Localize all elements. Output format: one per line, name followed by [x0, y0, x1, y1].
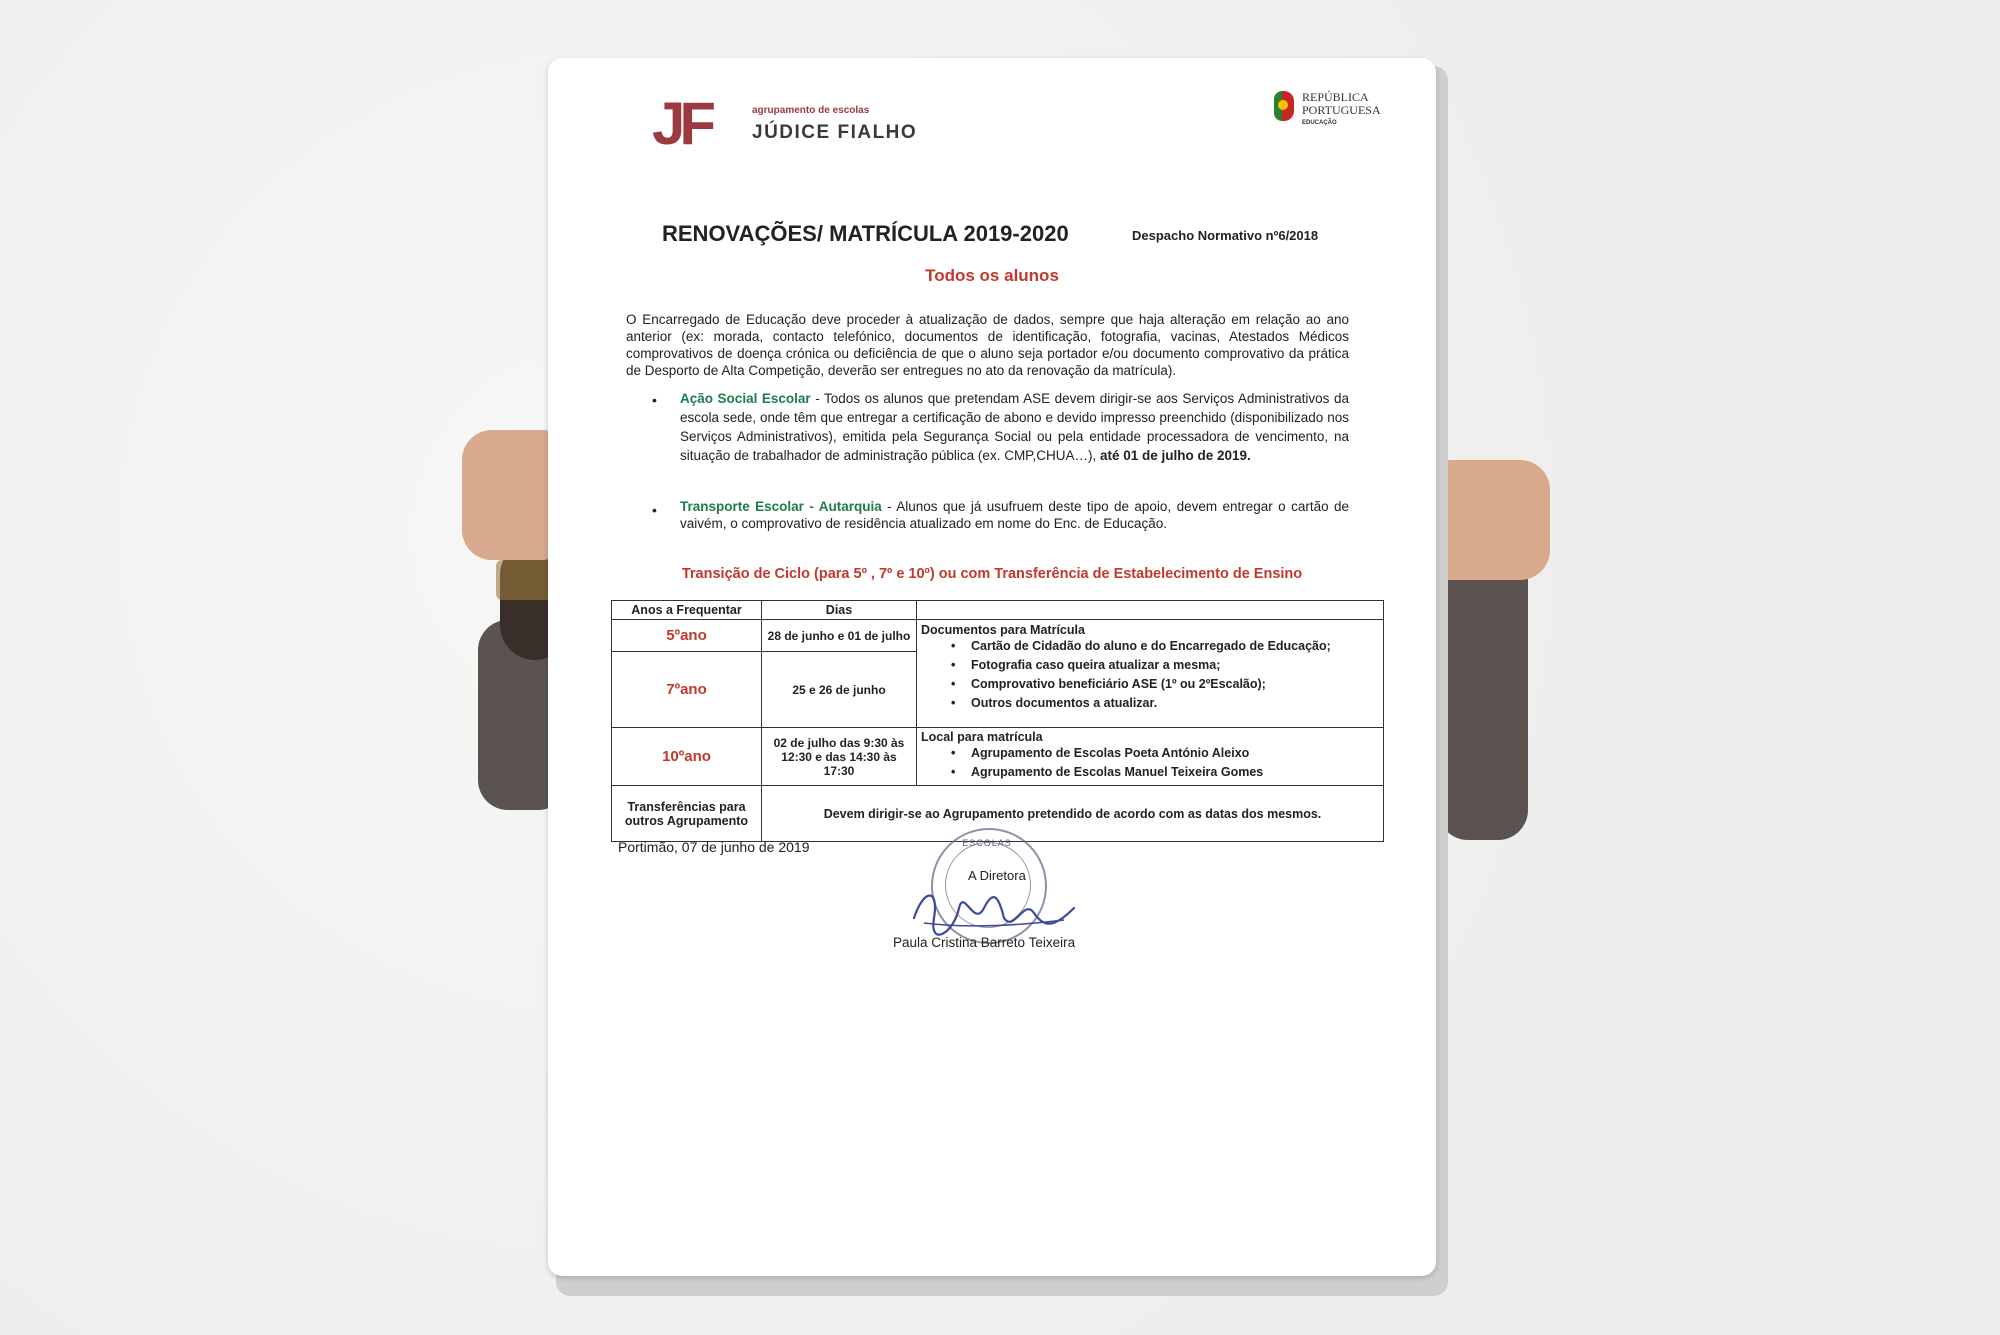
bullet-ase-label: Ação Social Escolar — [680, 391, 811, 406]
year-cell: 5ºano — [612, 620, 762, 652]
republic-emblem-icon — [1274, 91, 1294, 121]
director-role: A Diretora — [968, 868, 1026, 883]
bullet-ase — [680, 389, 1349, 465]
days-cell: 25 e 26 de junho — [762, 652, 917, 728]
section-title-all-students: Todos os alunos — [925, 266, 1059, 285]
docs-list — [921, 637, 1379, 713]
bullet-dot: • — [652, 502, 657, 518]
school-logo-subtitle: agrupamento de escolas — [752, 105, 870, 116]
signature-icon — [904, 878, 1084, 938]
transfer-label-cell: Transferências para outros Agrupamento — [612, 786, 762, 842]
docs-cell — [917, 620, 1384, 728]
table-row — [612, 620, 1384, 652]
year-cell: 10ºano — [612, 728, 762, 786]
local-cell — [917, 728, 1384, 786]
local-title: Local para matrícula — [921, 730, 1043, 744]
docs-title: Documentos para Matrícula — [921, 623, 1085, 637]
list-item: • Agrupamento de Escolas Manuel Teixeira Gomes — [931, 763, 1379, 782]
republic-logo-text: REPÚBLICA PORTUGUESA — [1302, 90, 1381, 117]
left-bracelet — [496, 560, 556, 600]
despacho-ref: Despacho Normativo nº6/2018 — [1132, 228, 1319, 243]
school-logo: JF — [652, 90, 711, 157]
bullet-transport-label: Transporte Escolar - Autarquia — [680, 499, 882, 514]
bullet-ase-deadline: até 01 de julho de 2019. — [1099, 448, 1251, 463]
year-cell: 7ºano — [612, 652, 762, 728]
list-item: • Fotografia caso queira atualizar a mesma; — [931, 656, 1379, 675]
page-title: RENOVAÇÕES/ MATRÍCULA 2019-2020 — [662, 221, 1069, 246]
bullet-transport — [680, 498, 1349, 532]
list-item: • Agrupamento de Escolas Poeta António Aleixo — [931, 744, 1379, 763]
school-seal-text: ESCOLAS — [962, 838, 1012, 848]
director-name: Paula Cristina Barreto Teixeira — [893, 935, 1076, 950]
table-header-blank — [917, 601, 1384, 620]
list-item: • Outros documentos a atualizar. — [931, 694, 1379, 713]
table-row — [612, 728, 1384, 786]
transfer-text-cell: Devem dirigir-se ao Agrupamento pretendido de acordo com as datas dos mesmos. — [762, 786, 1384, 842]
table-header-row — [612, 601, 1384, 620]
list-item: • Comprovativo beneficiário ASE (1º ou 2ºEscalão); — [931, 675, 1379, 694]
table-header-days: Dias — [762, 601, 917, 620]
table-header-year: Anos a Frequentar — [612, 601, 762, 620]
republic-logo-ministry: EDUCAÇÃO — [1302, 120, 1337, 126]
right-sleeve — [1438, 540, 1528, 840]
local-list — [921, 744, 1379, 782]
bullet-transport-text: - Alunos que já usufruem deste tipo de apoio, devem entregar o cartão de vaivém, o comprovativo de residência atualizado em nome do Enc. de Educação. — [680, 499, 1349, 531]
days-cell: 28 de junho e 01 de julho — [762, 620, 917, 652]
days-cell: 02 de julho das 9:30 às 12:30 e das 14:30 às 17:30 — [762, 728, 917, 786]
bullet-ase-text: - Todos os alunos que pretendam ASE devem dirigir-se aos Serviços Administrativos da escola sede, onde têm que entregar a certificação de abono e devido impresso preenchido (disponibilizado nos Serviços Administrativos), emitida pela Segurança Social ou pela entidade processadora de vencimento, na situação de trabalhador de administração pública (ex. CMP,CHUA…), — [680, 391, 1349, 463]
school-logo-name: JÚDICE FIALHO — [752, 122, 918, 143]
list-item: • Cartão de Cidadão do aluno e do Encarregado de Educação; — [931, 637, 1379, 656]
bullet-dot: • — [652, 392, 657, 408]
enrollment-table — [611, 600, 1384, 842]
place-date: Portimão, 07 de junho de 2019 — [618, 839, 810, 855]
intro-paragraph: O Encarregado de Educação deve proceder à atualização de dados, sempre que haja alteração em relação ao ano anterior (ex: morada, contacto telefónico, documentos de identificação, fotografia, vacinas, Atestados Médicos comprovativos de doença crónica ou deficiência de que o aluno seja portador e/ou documento comprovativo da prática de Desporto de Alta Competição, deverão ser entregues no ato da renovação da matrícula). — [626, 312, 1349, 378]
notice-paper — [548, 58, 1436, 1276]
section-title-transition: Transição de Ciclo (para 5º , 7º e 10º) ou com Transferência de Estabelecimento de Ensino — [681, 566, 1303, 582]
